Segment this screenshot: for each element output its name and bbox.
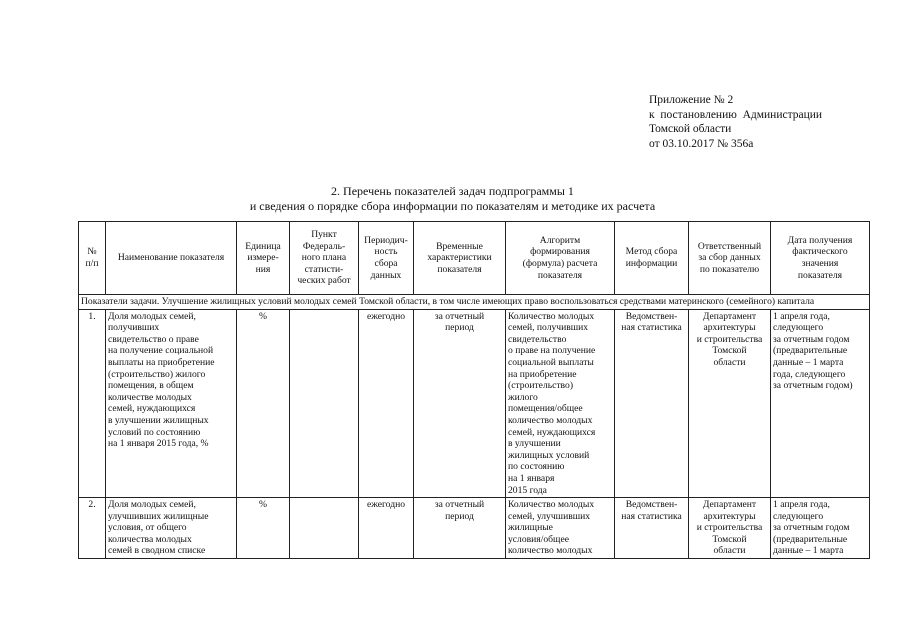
- cell-period: ежегодно: [359, 498, 414, 559]
- table-row: [79, 498, 870, 559]
- appendix-block: [649, 93, 889, 151]
- appendix-line: Приложение № 2: [649, 94, 734, 106]
- header-algorithm: Алгоритм формирования (формула) расчета показателя: [506, 222, 615, 295]
- cell-num: 1.: [79, 309, 106, 498]
- header-method: Метод сбора информации: [615, 222, 689, 295]
- cell-time: за отчетный период: [414, 309, 506, 498]
- cell-plan: [290, 498, 359, 559]
- appendix-line: Томской области: [649, 123, 732, 135]
- cell-method: Ведомствен- ная статистика: [615, 309, 689, 498]
- cell-time: за отчетный период: [414, 498, 506, 559]
- cell-algorithm: Количество молодых семей, улучшивших жилищные условия/общее количество молодых: [506, 498, 615, 559]
- section-title: Показатели задачи. Улучшение жилищных условий молодых семей Томской области, в том числе имеющих право воспользоваться средствами материнского (семейного) капитала: [79, 295, 870, 310]
- header-unit: Единица измере- ния: [237, 222, 290, 295]
- appendix-line: к постановлению Администрации: [649, 108, 823, 121]
- header-plan: Пункт Федераль- ного плана статисти- ческих работ: [290, 222, 359, 295]
- cell-responsible: Департамент архитектуры и строительства Томской области: [689, 309, 771, 498]
- header-period: Периодич- ность сбора данных: [359, 222, 414, 295]
- header-time: Временные характеристики показателя: [414, 222, 506, 295]
- header-responsible: Ответственный за сбор данных по показателю: [689, 222, 771, 295]
- cell-unit: %: [237, 498, 290, 559]
- appendix-line: от 03.10.2017 № 356а: [649, 137, 754, 150]
- table-header-row: [79, 222, 870, 295]
- document-title: [0, 184, 905, 213]
- cell-date: 1 апреля года, следующего за отчетным годом (предварительные данные – 1 марта года, следующего за отчетным годом): [771, 309, 870, 498]
- cell-num: 2.: [79, 498, 106, 559]
- header-name: Наименование показателя: [106, 222, 237, 295]
- cell-name: Доля молодых семей, улучшивших жилищные условия, от общего количества молодых семей в сводном списке: [106, 498, 237, 559]
- header-num: № п/п: [79, 222, 106, 295]
- cell-period: ежегодно: [359, 309, 414, 498]
- cell-plan: [290, 309, 359, 498]
- cell-method: Ведомствен- ная статистика: [615, 498, 689, 559]
- cell-unit: %: [237, 309, 290, 498]
- cell-responsible: Департамент архитектуры и строительства Томской области: [689, 498, 771, 559]
- cell-date: 1 апреля года, следующего за отчетным годом (предварительные данные – 1 марта: [771, 498, 870, 559]
- title-line-2: и сведения о порядке сбора информации по показателям и методике их расчета: [249, 198, 656, 213]
- indicators-table: [78, 221, 870, 559]
- cell-name: Доля молодых семей, получивших свидетельство о праве на получение социальной выплаты на приобретение (строительство) жилого помещения, в общем количестве молодых семей, нуждающихся в улучшении жилищных условий по состоянию на 1 января 2015 года, %: [106, 309, 237, 498]
- header-date: Дата получения фактического значения показателя: [771, 222, 870, 295]
- section-row: [79, 295, 870, 310]
- table-row: [79, 309, 870, 498]
- title-line-1: 2. Перечень показателей задач подпрограммы 1: [331, 184, 574, 198]
- cell-algorithm: Количество молодых семей, получивших свидетельство о праве на получение социальной выплаты на приобретение (строительство) жилого помещения/общее количество молодых семей, нуждающихся в улучшении жилищных условий по состоянию на 1 января 2015 года: [506, 309, 615, 498]
